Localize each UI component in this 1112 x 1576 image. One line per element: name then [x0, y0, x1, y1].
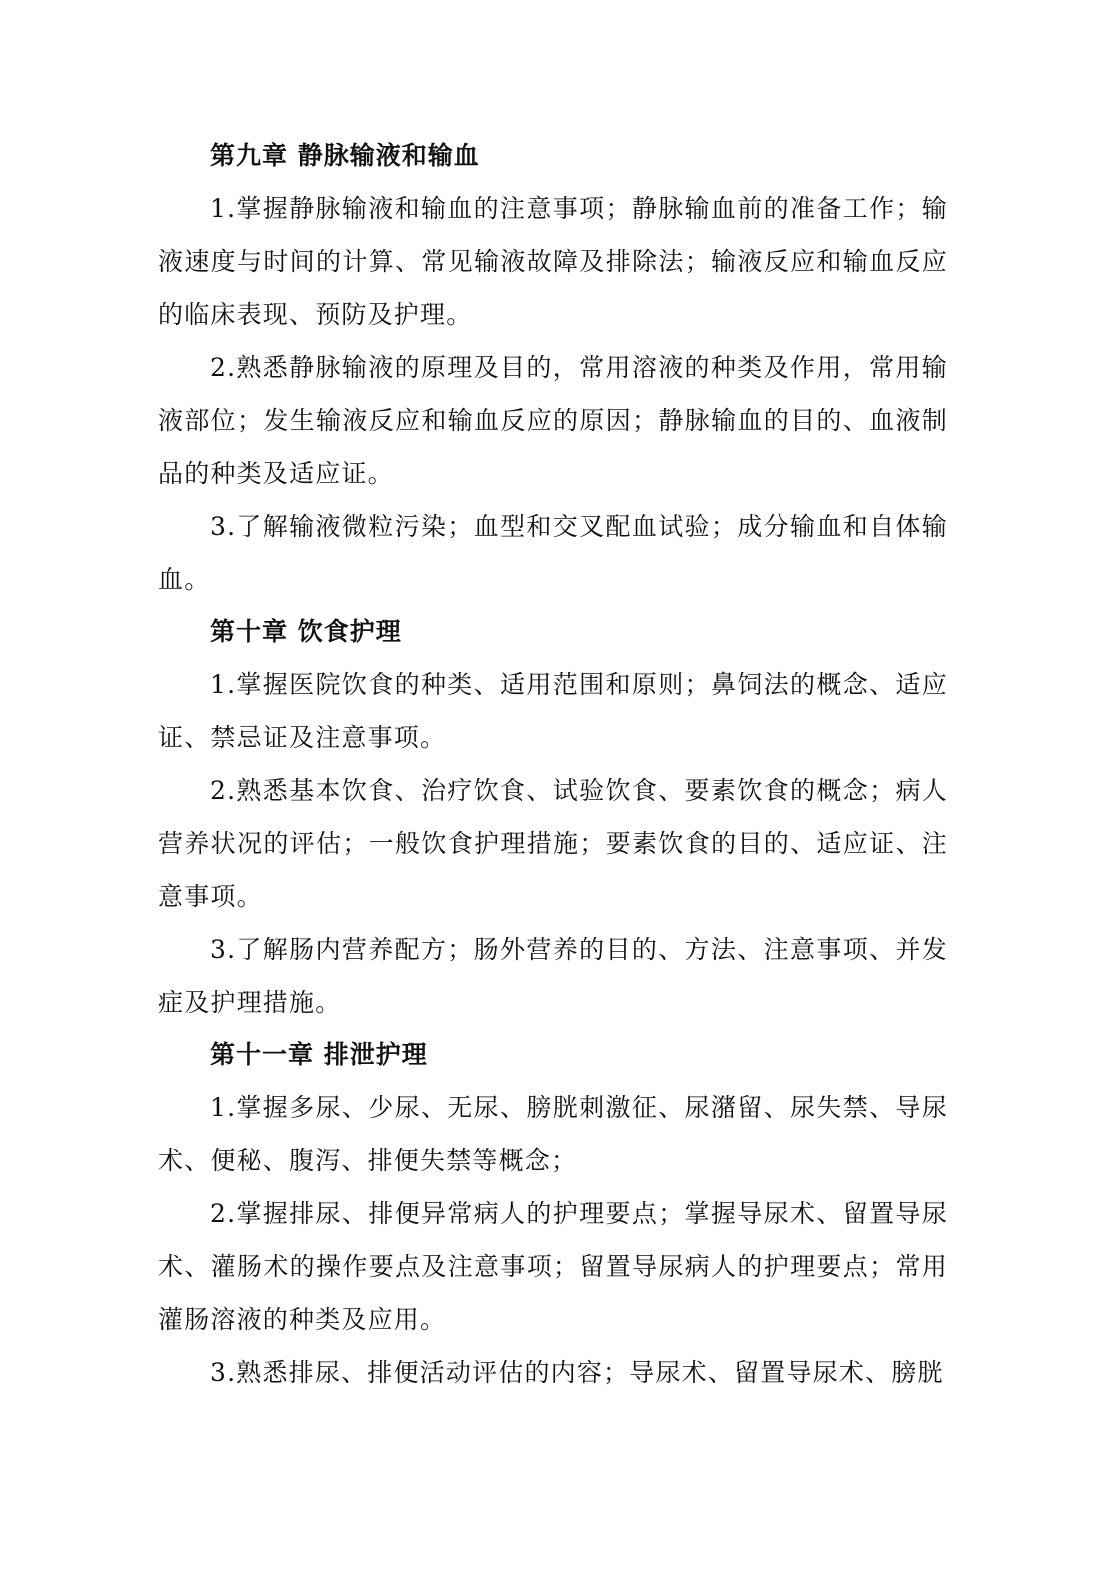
- chapter-section: [158, 130, 948, 606]
- requirement-item: 1.掌握多尿、少尿、无尿、膀胱刺激征、尿潴留、尿失禁、导尿术、便秘、腹泻、排便失禁等概念；: [158, 1093, 948, 1175]
- requirement-item: 2.掌握排尿、排便异常病人的护理要点；掌握导尿术、留置导尿术、灌肠术的操作要点及注意事项；留置导尿病人的护理要点；常用灌肠溶液的种类及应用。: [158, 1199, 948, 1334]
- requirement-item: 2.熟悉静脉输液的原理及目的，常用溶液的种类及作用，常用输液部位；发生输液反应和输血反应的原因；静脉输血的目的、血液制品的种类及适应证。: [158, 353, 948, 488]
- requirement-item: 3.熟悉排尿、排便活动评估的内容；导尿术、留置导尿术、膀胱: [210, 1358, 944, 1387]
- document-body: [158, 130, 948, 1399]
- requirement-item: 2.熟悉基本饮食、治疗饮食、试验饮食、要素饮食的概念；病人营养状况的评估；一般饮食护理措施；要素饮食的目的、适应证、注意事项。: [158, 776, 948, 911]
- chapter-heading: 第十章 饮食护理: [210, 617, 402, 646]
- chapter-section: [158, 606, 948, 1029]
- requirement-item: 1.掌握静脉输液和输血的注意事项；静脉输血前的准备工作；输液速度与时间的计算、常见输液故障及排除法；输液反应和输血反应的临床表现、预防及护理。: [158, 194, 948, 329]
- requirement-item: 1.掌握医院饮食的种类、适用范围和原则；鼻饲法的概念、适应证、禁忌证及注意事项。: [158, 670, 948, 752]
- chapter-heading: 第十一章 排泄护理: [210, 1040, 428, 1069]
- chapter-section: [158, 1029, 948, 1399]
- requirement-item: 3.了解肠内营养配方；肠外营养的目的、方法、注意事项、并发症及护理措施。: [158, 935, 948, 1017]
- chapter-heading: 第九章 静脉输液和输血: [210, 141, 480, 170]
- requirement-item: 3.了解输液微粒污染；血型和交叉配血试验；成分输血和自体输血。: [158, 512, 948, 594]
